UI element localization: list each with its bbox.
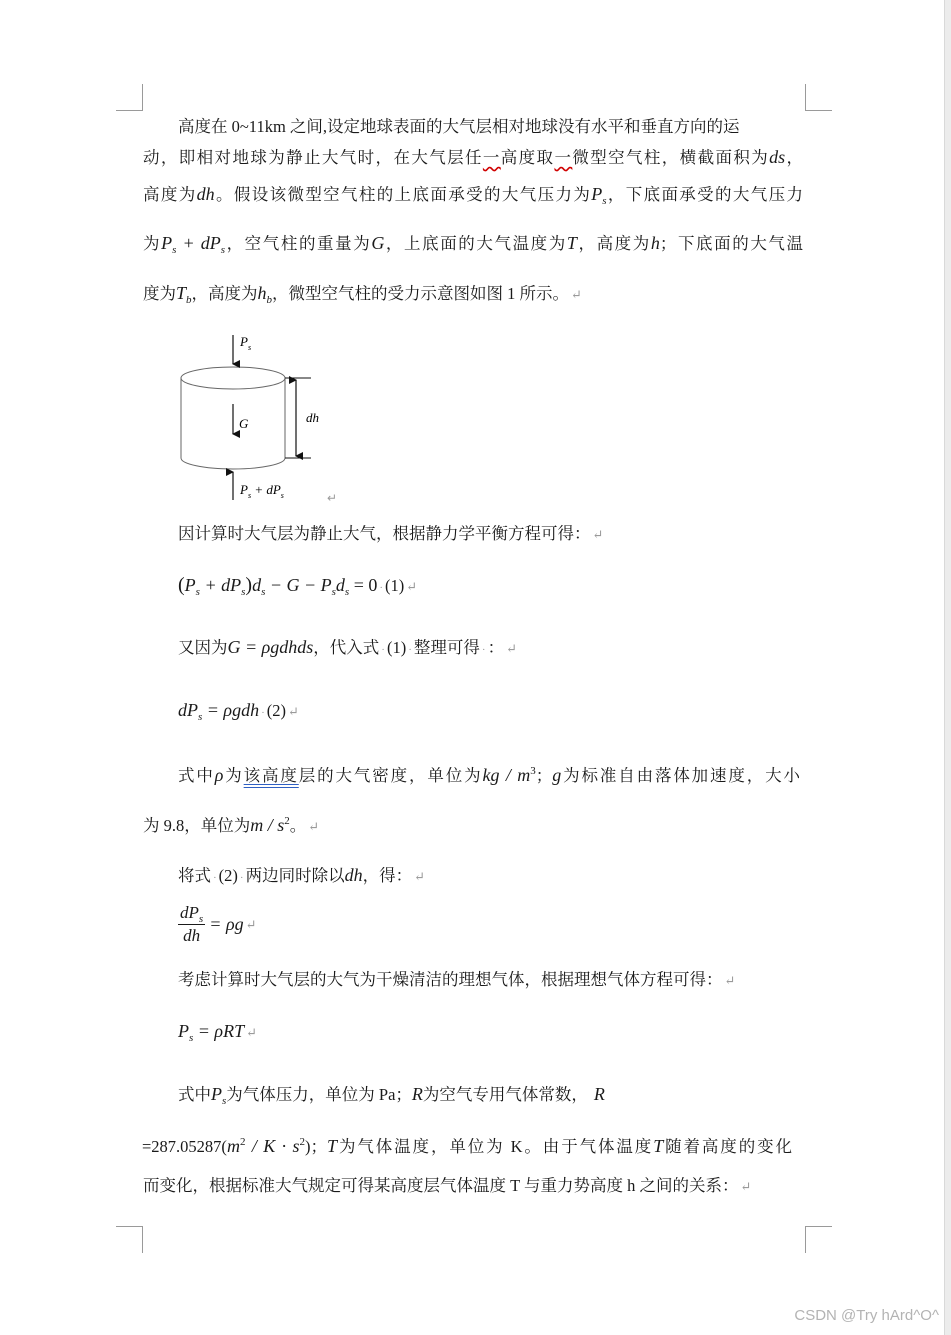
- figure-paragraph-mark: ↵: [327, 491, 338, 505]
- para1-line3: 高度为dh。假设该微型空气柱的上底面承受的大气压力为$P_s$，下底面承受的大气压力: [143, 184, 804, 207]
- air-column-force-diagram: [175, 330, 355, 510]
- spellcheck-squiggle[interactable]: 一: [482, 148, 501, 167]
- equation-4: $P_s = \rho RT$ ↵: [178, 1021, 257, 1044]
- para1-line2: 动，即相对地球为静止大气时，在大气层任一高度取一微型空气柱，横截面积为ds，: [143, 147, 804, 167]
- cylinder-bottom: [181, 458, 285, 469]
- csdn-watermark: CSDN @Try hArd^O^: [794, 1307, 939, 1324]
- spellcheck-squiggle[interactable]: 一: [554, 148, 573, 167]
- line-G: 又因为G = ρgdhds，代入式 · (1) · 整理可得 · ： ↵: [178, 637, 517, 657]
- gravity-label: G: [239, 416, 249, 431]
- page-corner-mark-bottom-right: [805, 1226, 832, 1253]
- equation-1: $(P_s + dP_s)d_s - G - P_sd_s = 0 \cdot (1)$ ↵: [178, 574, 418, 598]
- line-equilibrium: 因计算时大气层为静止大气，根据静力学平衡方程可得： ↵: [178, 524, 604, 543]
- page-corner-mark-bottom-left: [116, 1226, 143, 1253]
- top-pressure-label: $P_s$: [240, 334, 252, 352]
- page-corner-mark-top-right: [805, 84, 832, 111]
- dh-label: dh: [306, 410, 319, 425]
- fraction: $\frac{dP_s}{dh}$: [180, 903, 204, 945]
- line-last: 而变化，根据标准大气规定可得某高度层气体温度 T 与重力势高度 h 之间的关系： ↵: [143, 1176, 752, 1195]
- vertical-scrollbar[interactable]: [944, 0, 951, 1335]
- page-corner-mark-top-left: [116, 84, 143, 111]
- grammar-underline[interactable]: 该高度: [243, 766, 299, 785]
- line-R: $=287.05287(m^2 / K \cdot s^2)$；T为气体温度，单位为 K。由于气体温度T随着高度的变化: [142, 1136, 792, 1156]
- line-ps: 式中$P_s$为气体压力，单位为 Pa；R为空气专用气体常数， R: [178, 1084, 605, 1107]
- equation-2: $dP_s = \rho gdh \cdot (2)$ ↵: [178, 700, 299, 723]
- para1-line1: 高度在 0~11km 之间,设定地球表面的大气层相对地球没有水平和垂直方向的运: [178, 117, 740, 136]
- cylinder-top: [181, 367, 285, 389]
- para1-line4: 为$P_s + dP_s$，空气柱的重量为G，上底面的大气温度为T，高度为h；下底面的大气温: [143, 233, 804, 256]
- para1-line5: 度为$T_b$，高度为$h_b$，微型空气柱的受力示意图如图 1 所示。 ↵: [143, 283, 582, 306]
- line-rho: 式中ρ为该高度层的大气密度，单位为kg / $m^3$；g为标准自由落体加速度，大小: [178, 765, 801, 785]
- line-9-8: 为 9.8，单位为m / $s^2$。 ↵: [143, 815, 320, 835]
- line-divide: 将式 · (2) · 两边同时除以dh，得： ↵: [178, 865, 425, 885]
- line-ideal-gas: 考虑计算时大气层的大气为干燥清洁的理想气体，根据理想气体方程可得： ↵: [178, 970, 736, 989]
- equation-3: $\frac{dP_s}{dh}$ = ρg ↵: [180, 903, 257, 945]
- bottom-pressure-label: $P_s + dP_s$: [240, 482, 284, 500]
